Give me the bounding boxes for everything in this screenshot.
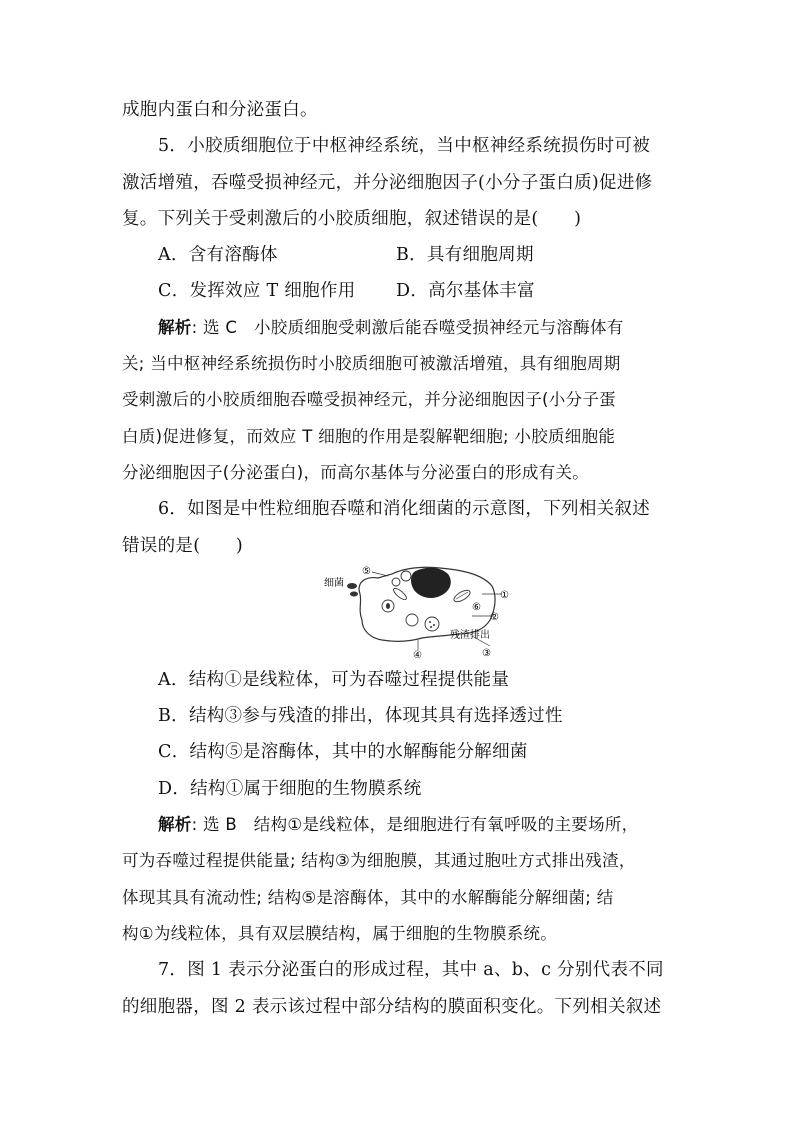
question-6-line-1: 6．如图是中性粒细胞吞噬和消化细菌的示意图，下列相关叙述 — [158, 499, 651, 520]
bacterium-inside — [386, 603, 390, 609]
question-5-options-row-1 — [122, 237, 674, 273]
vesicle — [392, 578, 400, 586]
analysis-6-line-2: 可为吞噬过程提供能量; 结构③为细胞膜，其通过胞吐方式排出残渣， — [122, 851, 636, 871]
question-7-line-2: 的细胞器，图 2 表示该过程中部分结构的膜面积变化。下列相关叙述 — [122, 996, 662, 1017]
question-6-line-2: 错误的是( ) — [122, 535, 244, 556]
analysis-5-line-5: 分泌细胞因子(分泌蛋白)，而高尔基体与分泌蛋白的形成有关。 — [122, 462, 590, 482]
question-5-line-1: 5．小胶质细胞位于中枢神经系统，当中枢神经系统损伤时可被 — [158, 136, 651, 157]
analysis-6-line-1 — [122, 807, 674, 843]
option-d: D．高尔基体丰富 — [396, 281, 535, 302]
analysis-text: : 选 C 小胶质细胞受刺激后能吞噬受损神经元与溶酶体有 — [191, 317, 624, 337]
golgi — [392, 586, 408, 601]
cell-diagram — [322, 564, 512, 658]
neutrophil-figure — [122, 564, 674, 662]
question-6-option-a: A．结构①是线粒体，可为吞噬过程提供能量 — [158, 669, 510, 690]
analysis-text: : 选 B 结构①是线粒体，是细胞进行有氧呼吸的主要场所， — [191, 815, 639, 835]
dot — [433, 624, 435, 626]
question-6-option-d: D．结构①属于细胞的生物膜系统 — [158, 778, 422, 799]
label-bacteria: 细菌 — [324, 577, 344, 589]
lysosome — [406, 614, 418, 626]
question-6-option-b: B．结构③参与残渣的排出，体现其具有选择透过性 — [158, 706, 563, 727]
analysis-6-line-4: 构①为线粒体，具有双层膜结构，属于细胞的生物膜系统。 — [122, 923, 558, 943]
mitochondrion — [452, 588, 472, 604]
analysis-label: 解析 — [158, 317, 192, 337]
marker-6: ⑥ — [472, 601, 481, 613]
leader-5 — [372, 572, 388, 576]
question-5-line-3: 复。下列关于受刺激后的小胶质细胞，叙述错误的是( ) — [122, 208, 582, 229]
marker-5: ⑤ — [362, 565, 371, 577]
analysis-5-line-3: 受刺激后的小胶质细胞吞噬受损神经元，并分泌细胞因子(小分子蛋 — [122, 390, 616, 410]
option-b: B．具有细胞周期 — [396, 245, 534, 266]
analysis-5-line-2: 关; 当中枢神经系统损伤时小胶质细胞可被激活增殖，具有细胞周期 — [122, 354, 621, 374]
dot — [430, 626, 432, 628]
question-6-option-c: C．结构⑤是溶酶体，其中的水解酶能分解细菌 — [158, 742, 528, 763]
marker-2: ② — [490, 611, 499, 623]
analysis-6-line-3: 体现其具有流动性; 结构⑤是溶酶体，其中的水解酶能分解细菌; 结 — [122, 887, 614, 907]
analysis-5-line-1 — [122, 310, 674, 346]
document-page — [122, 92, 674, 1025]
marker-4: ④ — [413, 649, 422, 658]
bacterium — [350, 591, 358, 596]
question-7-line-1: 7．图 1 表示分泌蛋白的形成过程，其中 a、b、c 分别代表不同 — [158, 960, 664, 981]
nucleus — [411, 568, 451, 598]
analysis-5-line-4: 白质)促进修复，而效应 T 细胞的作用是裂解靶细胞; 小胶质细胞能 — [122, 426, 616, 446]
question-5-options-row-2 — [122, 273, 674, 309]
text-line: 成胞内蛋白和分泌蛋白。 — [122, 100, 318, 120]
bacterium — [347, 583, 357, 589]
label-residue: 残渣排出 — [450, 629, 490, 641]
option-c: C．发挥效应 T 细胞作用 — [158, 281, 356, 302]
option-a: A．含有溶酶体 — [158, 245, 278, 266]
question-5-line-2: 激活增殖，吞噬受损神经元，并分泌细胞因子(小分子蛋白质)促进修 — [122, 172, 653, 193]
marker-3: ③ — [482, 647, 491, 658]
digestive-vacuole — [425, 617, 439, 631]
dot — [429, 621, 431, 623]
marker-1: ① — [500, 589, 509, 601]
analysis-label: 解析 — [158, 815, 192, 835]
vesicle — [401, 571, 411, 581]
